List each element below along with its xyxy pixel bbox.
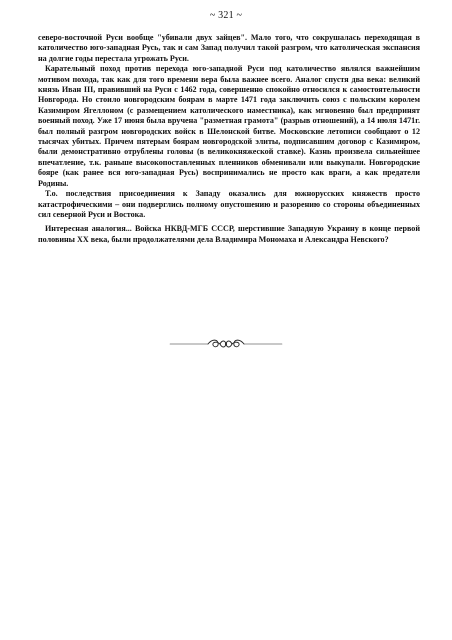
page-number: ~ 321 ~: [209, 10, 243, 21]
paragraph-4: Интересная аналогия... Войска НКВД-МГБ СССР, шерстившие Западную Украину в конце первой половины XX века, были продолжателями дела Владимира Мономаха и Александра Невского?: [38, 224, 420, 244]
paragraph-3: Т.о. последствия присоединения к Западу оказались для южнорусских княжеств просто катастрофическими – они подверглись полному опустошению и разорению со стороны объединенных сил северной Руси и Востока.: [38, 189, 420, 219]
paragraph-1: северо-восточной Руси вообще "убивали двух зайцев". Мало того, что сокрушалась переходящая в католичество юго-западная Русь, так и сам Запад получил такой разгром, что католическая экспансия на долгие годы перестала угрожать Руси.: [38, 33, 420, 63]
paragraph-2: Карательный поход против перехода юго-западной Руси под католичество являлся важнейшим мотивом похода, так как для того времени вера была важнее всего. Аналог спустя два века: великий князь Иван III, правивший на Руси с 1462 года, совершенно спокойно относился к самостоятельности Новгорода. Но стоило новгородским боярам в марте 1471 года заключить союз с польским королем Казимиром Ягеллоном (с размещением католического наместника), как мгновенно был предпринят военный поход. Уже 17 июня была вручена "разметная грамота" (разрыв отношений), а 14 июля 1471г. был полный разгром новгородских войск в Шелонской битве. Московские летописи сообщают о 12 тысячах убитых. Причем пятерым боярам новгородской элиты, подписавшим договор с Казимиром, были демонстративно отрублены головы (в великокняжеской ставке). Казнь произвела сильнейшее впечатление, т.к. раньше высокопоставленных пленников обменивали или выкупали. Новгородские бояре (как ранее вся юго-западная Русь) воспринимались не просто как враги, а как предатели Родины.: [38, 64, 420, 188]
page-body: [38, 33, 420, 245]
ornamental-flourish-icon: [168, 338, 284, 350]
